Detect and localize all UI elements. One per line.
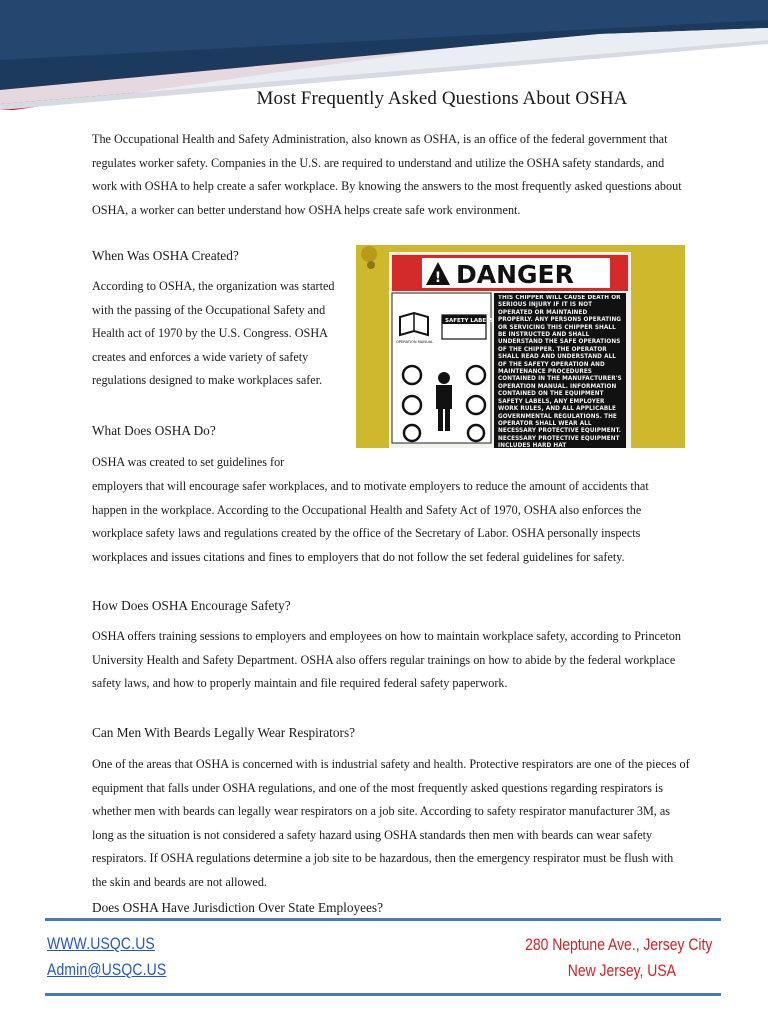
- section-body: One of the areas that OSHA is concerned with is industrial safety and health. Protective respirators are one of the pieces of equipment that falls under OSHA regulations, and one of the most frequently asked questions regarding respirators is whether men with beards can legally wear respirators on a job site. According to safety respirator manufacturer 3M, as long as the situation is not considered a safety hazard using OSHA standards then men with beards can wear safety respirators. If OSHA regulations determine a job site to be hazardous, then the emergency respirator must be flush with the skin and beards are not allowed.: [92, 757, 690, 889]
- section-heading: What Does OSHA Do?: [92, 423, 216, 438]
- sign-header-text: DANGER: [456, 260, 574, 289]
- address-line-1: 280 Neptune Ave., Jersey City: [524, 935, 712, 954]
- section-heading: How Does OSHA Encourage Safety?: [92, 598, 291, 613]
- svg-text:!: !: [434, 270, 442, 286]
- section-body: OSHA offers training sessions to employers and employees on how to maintain workplace safety, according to Princeton University Health and Safety Department. OSHA also offers regular trainings on how to abide by the federal workplace safety laws, and how to properly maintain and file required federal safety paperwork.: [92, 629, 681, 691]
- section-heading: Does OSHA Have Jurisdiction Over State Employees?: [92, 900, 383, 915]
- section-heading: When Was OSHA Created?: [92, 248, 239, 263]
- section-body: According to OSHA, the organization was started with the passing of the Occupational Safety and Health act of 1970 by the U.S. Congress. OSHA creates and enforces a wide variety of safety regulations designed to make workplaces safer.: [92, 279, 335, 388]
- footer-rule-bottom: [45, 993, 721, 996]
- footer-rule-top: [45, 918, 721, 921]
- safety-labels-text: SAFETY LABELS: [445, 318, 494, 324]
- address-line-2: New Jersey, USA: [567, 961, 676, 980]
- sign-warning-text: THIS CHIPPER WILL CAUSE DEATH OR SERIOUS INJURY IF IT IS NOT OPERATED OR MAINTAINED PROPERLY. ANY PERSONS OPERATING OR SERVICING THIS CHIPPER SHALL BE INSTRUCTED AND SHALL UNDERSTAND THE SAFE OPERATIONS OF THE CHIPPER. THE OPERATOR SHALL READ AND UNDERSTAND ALL OF THE SAFETY OPERATION AND MAINTENANCE PROCEDURES CONTAINED IN THE MANUFACTURER'S OPERATION MANUAL. INFORMATION CONTAINED ON THE EQUIPMENT SAFETY LABELS, ANY EMPLOYER WORK RULES, AND ALL APPLICABLE GOVERNMENTAL REGULATIONS. THE OPERATOR SHALL WEAR ALL NECESSARY PROTECTIVE EQUIPMENT. NECESSARY PROTECTIVE EQUIPMENT INCLUDES HARD HAT: [498, 295, 622, 448]
- danger-sign-photo: [356, 245, 685, 448]
- section-body-lead: OSHA was created to set guidelines for: [92, 455, 285, 469]
- intro-paragraph: The Occupational Health and Safety Administration, also known as OSHA, is an office of the federal government that regulates worker safety. Companies in the U.S. are required to understand and utilize the OSHA safety standards, and work with OSHA to help create a safer workplace. By knowing the answers to the most frequently asked questions about OSHA, a worker can better understand how OSHA helps create safe work environment.: [92, 132, 682, 217]
- page-title: Most Frequently Asked Questions About OSHA: [256, 88, 628, 109]
- email-link[interactable]: Admin@USQC.US: [47, 960, 167, 979]
- website-link[interactable]: WWW.USQC.US: [47, 934, 155, 953]
- section-heading: Can Men With Beards Legally Wear Respirators?: [92, 725, 356, 740]
- section-body: employers that will encourage safer workplaces, and to motivate employers to reduce the amount of accidents that happen in the workplace. According to the Occupational Health and Safety Act of 1970, OSHA also enforces the workplace safety laws and regulations created by the office of the Secretary of Labor. OSHA personally inspects workplaces and issues citations and fines to employers that do not follow the set federal guidelines for safety.: [92, 479, 649, 564]
- manual-label: OPERATION MANUAL: [396, 340, 434, 344]
